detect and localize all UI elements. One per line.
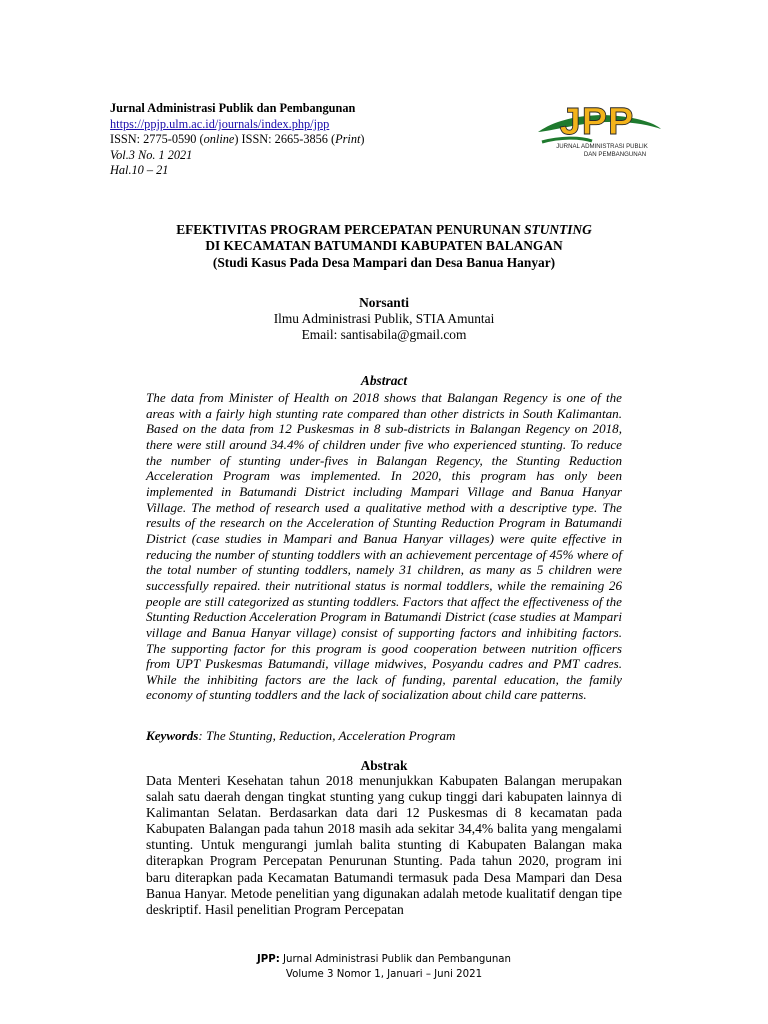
jpp-logo <box>534 96 664 166</box>
author-email: Email: santisabila@gmail.com <box>301 327 467 343</box>
keywords-line: Keywords: The Stunting, Reduction, Acceleration Program <box>146 728 456 743</box>
journal-header <box>110 101 365 179</box>
abstrak-heading: Abstrak <box>360 758 408 773</box>
journal-name: Jurnal Administrasi Publik dan Pembangunan <box>110 101 356 115</box>
page-range: Hal.10 – 21 <box>110 163 169 178</box>
author-affiliation: Ilmu Administrasi Publik, STIA Amuntai <box>273 311 495 327</box>
abstract-heading: Abstract <box>360 373 408 388</box>
page-footer: JPP: Jurnal Administrasi Publik dan Pembangunan Volume 3 Nomor 1, Januari – Juni 2021 <box>100 952 668 982</box>
abstract-text: The data from Minister of Health on 2018 shows that Balangan Regency is one of the areas with a fairly high stunting rate compared than other districts in South Kalimantan. Based on the data from 12 Puskesmas in 8 sub-districts in Balangan Regency on 2018, there were still around 34.4% of children under five who experienced stunting. To reduce the number of stunting under-fives in Balangan Regency, the Stunting Reduction Acceleration Program was implemented. In 2020, this program has only been implemented in Batumandi District including Mampari Village and Banua Hanyar Village. The method of research used a qualitative method with a descriptive type. The results of the research on the Acceleration of Stunting Reduction Program in Batumandi District (case studies in Mampari and Banua Hanyar villages) were quite effective in reducing the number of stunting toddlers with an achievement percentage of 45% where of the total number of stunting toddlers, namely 31 children, as many as 5 children were successfully repaired. their nutritional status is normal toddlers, while the remaining 26 people are still categorized as stunting toddlers. Factors that affect the effectiveness of the Stunting Reduction Acceleration Program in Batumandi District (case studies at Mampari village and Banua Hanyar village) consist of supporting factors and inhibiting factors. The supporting factor for this program is good cooperation between nutrition officers from UPT Puskesmas Batumandi, village midwives, Posyandu cadres and PMT cadres. While the inhibiting factors are the lack of funding, parental education, the family economy of stunting toddlers and the lack of socialization about child care patterns. <box>146 390 622 703</box>
logo-caption-line2: DAN PEMBANGUNAN <box>583 151 647 158</box>
issn-line: ISSN: 2775-0590 (online) ISSN: 2665-3856 (Print) <box>110 132 365 147</box>
journal-url-link[interactable]: https://ppjp.ulm.ac.id/journals/index.php/jpp <box>110 116 330 131</box>
logo-caption-line1: JURNAL ADMINISTRASI PUBLIK <box>556 143 648 150</box>
article-title: EFEKTIVITAS PROGRAM PERCEPATAN PENURUNAN STUNTING DI KECAMATAN BATUMANDI KABUPATEN BALANGAN (Studi Kasus Pada Desa Mampari dan Desa Banua Hanyar) <box>176 222 592 270</box>
volume-info: Vol.3 No. 1 2021 <box>110 147 193 162</box>
footer-issue: Volume 3 Nomor 1, Januari – Juni 2021 <box>285 969 483 980</box>
author-block <box>100 295 668 344</box>
author-name: Norsanti <box>359 295 409 310</box>
logo-letters: JPP <box>559 101 635 143</box>
abstrak-text: Data Menteri Kesehatan tahun 2018 menunjukkan Kabupaten Balangan merupakan salah satu daerah dengan tingkat stunting yang cukup tinggi dari kabupaten lainnya di Kalimantan Selatan. Berdasarkan data dari 12 Puskesmas di 8 kecamatan pada Kabupaten Balangan pada tahun 2018 masih ada sekitar 34,4% balita yang mengalami stunting. Untuk mengurangi jumlah balita stunting di Kabupaten Balangan maka diterapkan Program Percepatan Penurunan Stunting. Pada tahun 2020, program ini baru diterapkan pada Kecamatan Batumandi termasuk pada Desa Mampari dan Desa Banua Hanyar. Metode penelitian yang digunakan adalah metode kualitatif dengan tipe deskriptif. Hasil penelitian Program Percepatan <box>146 773 622 917</box>
